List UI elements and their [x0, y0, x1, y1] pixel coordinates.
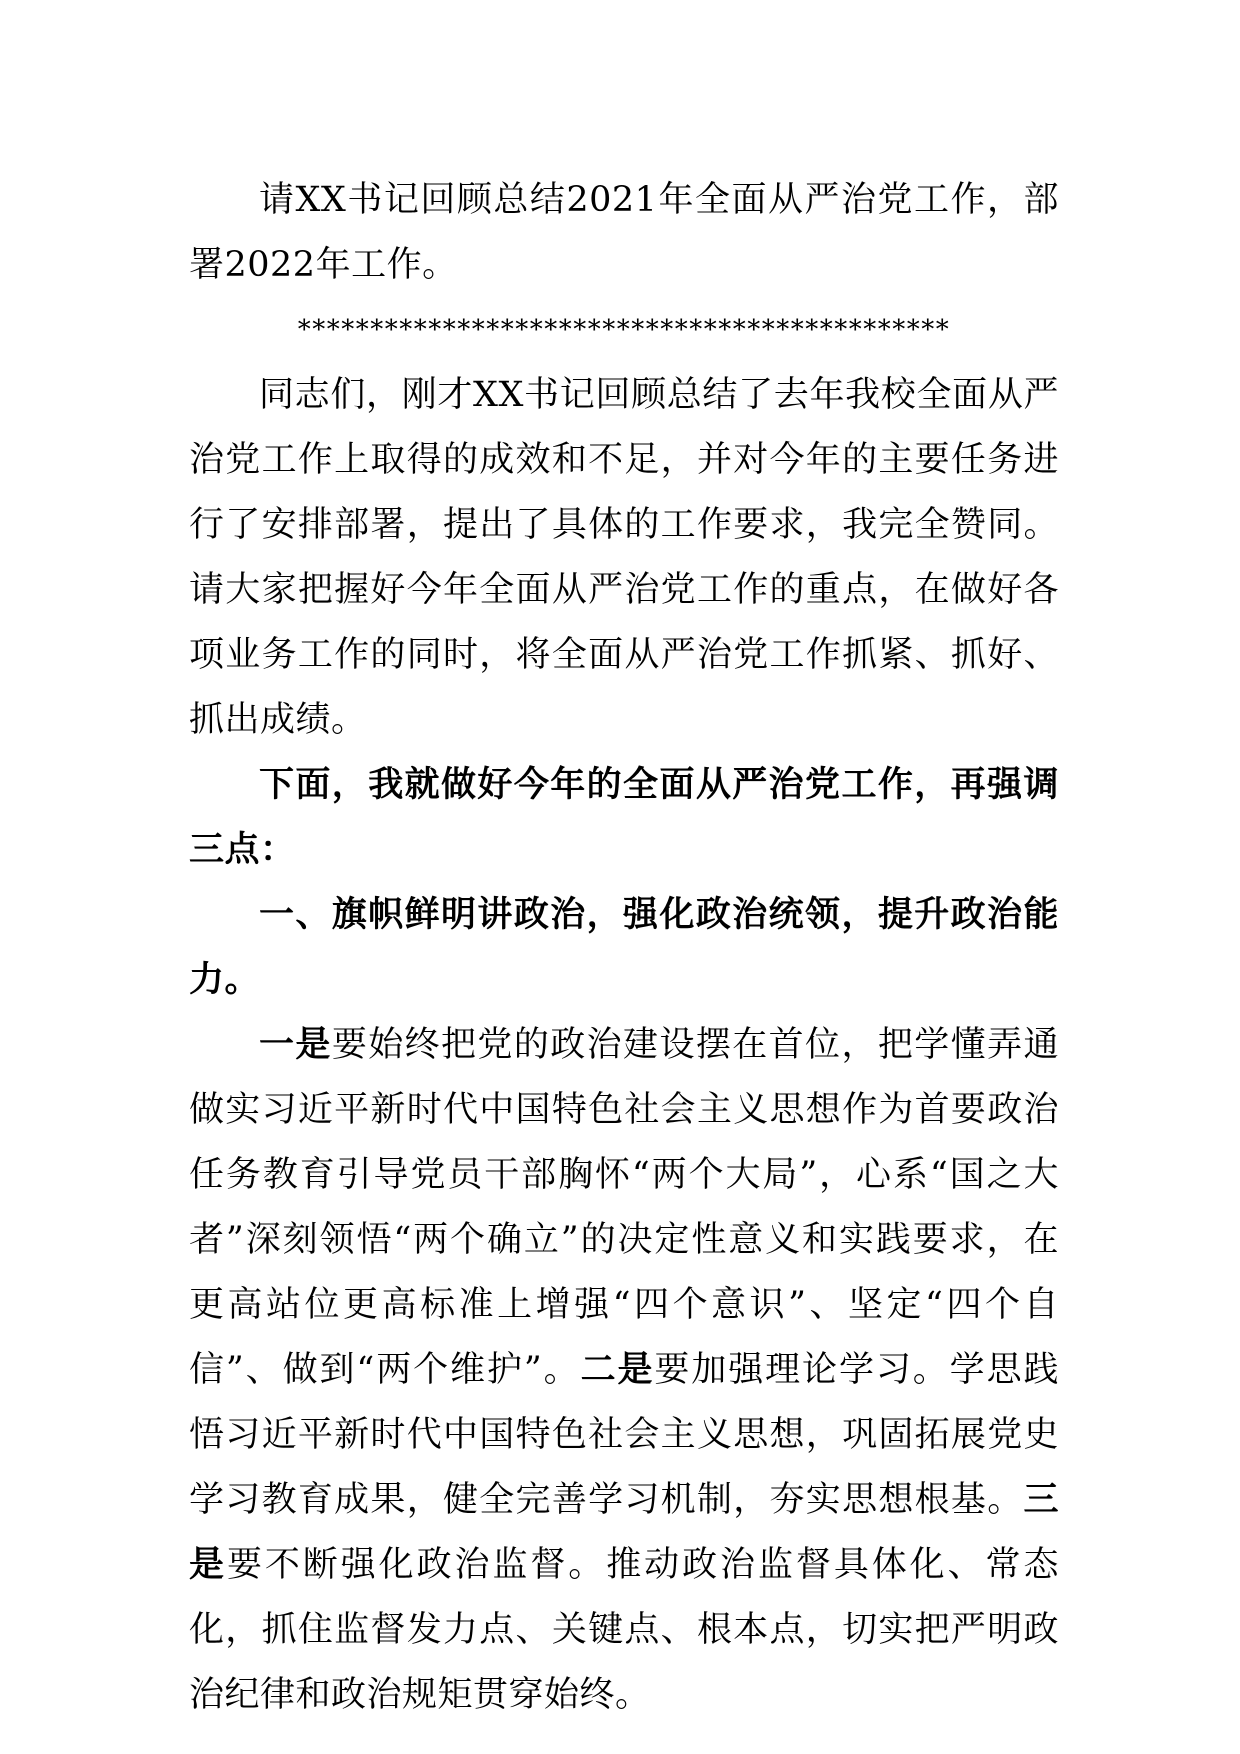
lead-term-2: 二是 [580, 1350, 655, 1390]
separator-line: ********************************************* [297, 315, 951, 345]
section-heading-1: 一、旗帜鲜明讲政治，强化政治统领，提升政治能力。 [189, 895, 1059, 1000]
intro-paragraph: 请XX书记回顾总结2021年全面从严治党工作，部署2022年工作。 [189, 180, 1059, 285]
lead-term-3: 三是 [189, 1480, 1059, 1585]
paragraph-3 [189, 1013, 1059, 1728]
paragraph-3-text-1: 要始终把党的政治建设摆在首位，把学懂弄通做实习近平新时代中国特色社会主义思想作为首要政治任务教育引导党员干部胸怀“两个大局”，心系“国之大者”深刻领悟“两个确立”的决定性意义和实践要求，在更高站位更高标准上增强“四个意识”、坚定“四个自信”、做到“两个维护”。 [189, 1025, 1059, 1390]
paragraph-1: 同志们，刚才XX书记回顾总结了去年我校全面从严治党工作上取得的成效和不足，并对今年的主要任务进行了安排部署，提出了具体的工作要求，我完全赞同。请大家把握好今年全面从严治党工作的重点，在做好各项业务工作的同时，将全面从严治党工作抓紧、抓好、抓出成绩。 [189, 375, 1059, 740]
paragraph-3-text-3: 要不断强化政治监督。推动政治监督具体化、常态化，抓住监督发力点、关键点、根本点，切实把严明政治纪律和政治规矩贯穿始终。 [189, 1545, 1059, 1715]
paragraph-2: 下面，我就做好今年的全面从严治党工作，再强调三点： [189, 765, 1059, 870]
lead-term-1: 一是 [259, 1025, 332, 1065]
document-body [189, 168, 1059, 1728]
paragraph-3-text-2: 要加强理论学习。学思践悟习近平新时代中国特色社会主义思想，巩固拓展党史学习教育成果，健全完善学习机制，夯实思想根基。 [189, 1350, 1059, 1520]
